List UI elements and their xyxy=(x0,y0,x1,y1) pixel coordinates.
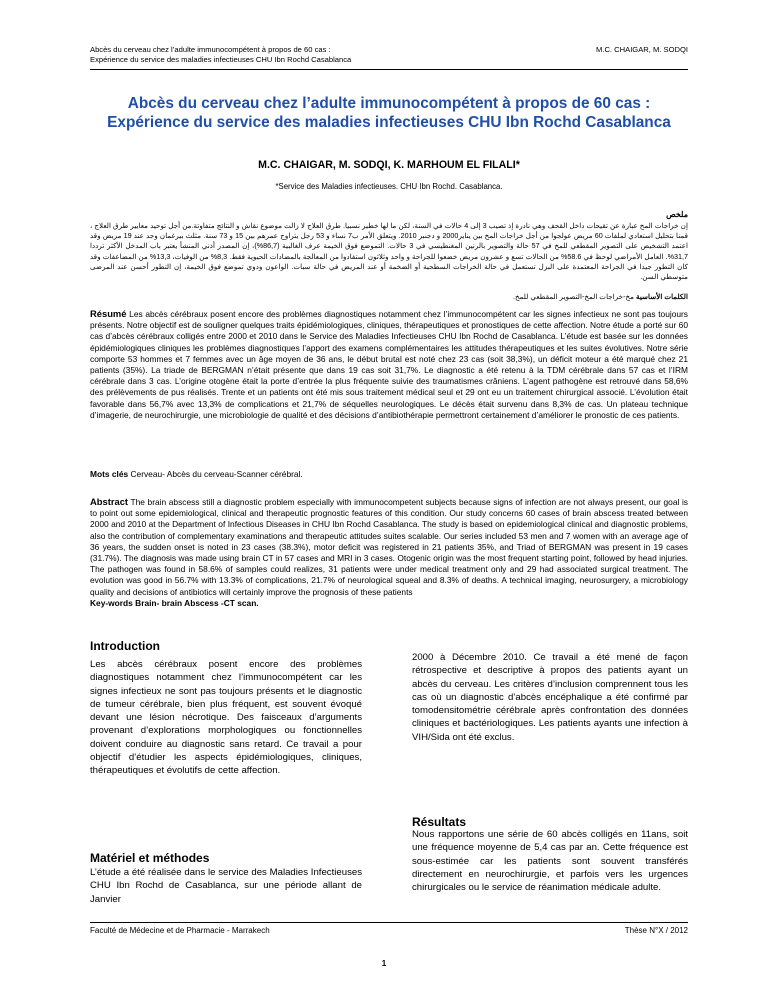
footer-thesis-number: Thèse N°X / 2012 xyxy=(624,926,688,935)
footer-divider xyxy=(90,922,688,923)
resume-label: Résumé xyxy=(90,308,127,319)
arabic-keywords xyxy=(90,292,688,301)
french-abstract xyxy=(90,308,688,421)
mots-cles-text: Cerveau- Abcès du cerveau-Scanner cérébral. xyxy=(130,469,303,479)
affiliation: *Service des Maladies infectieuses. CHU Ibn Rochd. Casablanca. xyxy=(275,182,503,191)
header-divider xyxy=(90,69,688,70)
materiel-text: L’étude a été réalisée dans le service des Maladies Infectieuses CHU Ibn Rochd de Casablanca, sur une période allant de Janvier xyxy=(90,867,362,905)
running-header-authors: M.C. CHAIGAR, M. SODQI xyxy=(596,45,688,54)
abstract-label: Abstract xyxy=(90,496,129,507)
arabic-abstract-body: إن خراجات المخ عبارة عن تقيحات داخل القحف وهي نادرة إذ تصيب 3 إلى 4 حالات في السنة، لكن ما لها خطير نسبيا. طرق العلاج لا زالت موضوع نقاش و النتائج متفاوتة.من أجل توحيد معايير طرق العلاج ، قمنا بتحليل استعادي لملفات 60 مريض عولجوا من أجل خراجات المخ بين يناير2000 و دجنبر 2010. ويتعلق الأمر ب7 نساء و 53 رجل يتراوح عمرهم بين 15 و 73 سنة. مثلث بيرغمان وجد عند 19 مريض وقد اعتمد التشخيص على التصوير المقطعي للمخ في 57 حالة والتصوير بالرنين المغنطيسي في 3 حالات. التموضع فوق الخيمة عرف الغالبية (86,7%)، إن المصدر أذني المنشأ يعتبر باب المدخل الأكثر ترددا 31,7%. العامل الأمراضي لوحظ في 58.6% من الحالات تسع و عشرون مريض خضعوا للجراحة و واحد وثلاثون استفادوا من المعالجة بالمضادات الحيوية فقط. 8,3% من الوفيات، 13,3% من المضاعفات وقد كان التطور جيدا في الجراحة المعتمدة على البزل تستعمل في حالة الخراجات السطحية أو الضخمة أو عند المريض في حالة سبات. الواعون ودوي تموضع فوق الخيمة، إن التطور أحسن عند المرضى متوسطي السن. xyxy=(90,221,689,282)
arabic-keywords-text: مخ-خراجات المخ-التصوير المقطعي للمخ. xyxy=(512,292,634,301)
page-number: 1 xyxy=(381,959,387,968)
english-abstract xyxy=(90,496,688,609)
materiel-heading: Matériel et méthodes xyxy=(90,851,210,865)
author-list: M.C. CHAIGAR, M. SODQI, K. MARHOUM EL FILALI* xyxy=(258,159,520,171)
introduction-text: Les abcès cérébraux posent encore des problèmes diagnostiques notamment chez l’immunocompétent car les signes infectieux ne sont pas toujours présents et le diagnostic de tumeur cérébrale, bien plus fréquent, est souvent évoqué devant une lésion nécrotique. Des faisceaux d’arguments provenant d’explorations morphologiques ou fonctionnelles doivent conduire au diagnostic sans retard. Ce travail a pour objectif d’étudier les aspects épidémiologiques, cliniques, thérapeutiques et évolutifs de cette affection. xyxy=(90,659,362,777)
arabic-abstract-heading: ملخص xyxy=(666,210,688,219)
footer-faculty: Faculté de Médecine et de Pharmacie - Marrakech xyxy=(90,926,270,935)
mots-cles-label: Mots clés xyxy=(90,469,129,479)
resultats-heading: Résultats xyxy=(412,815,467,829)
methods-continued-text: 2000 à Décembre 2010. Ce travail a été mené de façon rétrospective et descriptive à propos des patients ayant un abcès du cerveau. Les critères d’inclusion comprennent tous les cas où un diagnostic d’abcès encéphalique a été confirmé par tomodensitométrie cérébrale après confrontation des données cliniques et bactériologiques. Les patients ayants une infection à VIH/Sida ont été exclus. xyxy=(412,652,688,743)
resultats-text: Nous rapportons une série de 60 abcès colligés en 11ans, soit une fréquence moyenne de 5,4 cas par an. Cette fréquence est sous-estimée car les patients sont souvent transférés directement en neurochirurgie, et parfois vers les urgences chirurgicales ou le service de réanimation médicale adulte. xyxy=(412,829,688,894)
abstract-text: The brain abscess still a diagnostic problem especially with immunocompetent subjects because signs of infection are not always present, our goal is to point out some epidemiological, clinical and therapeutic prognostic features of this condition. Our study concerns 60 cases of brain abscess treated between 2000 and 2010 at the Department of Infectious Diseases in CHU Ibn Rochd Casablanca. The study is based on epidemiological clinical and diagnostic problems, also the contribution of complementary examinations and therapeutic attitudes suites scalable. Our series included 53 men and 7 women with an average age of 36 years, the sudden onset is noted in 23 cases (38.3%), motor deficit was registered in 21 patients 35%, and Triad of BERGMAN was present in 19 cases (31.7%). The diagnosis was made using brain CT in 57 cases and MRI in 3 cases. Otogenic origin was the most frequent starting point, followed by head injuries. The pathogen was found in 58.6% of samples could realizes, 31 patients were under medical treatment only and 29 had associated surgical treatment. The evolution was good in 56.7% with 13.3% of complications, 21.7% of neurological squeal and 8.3% of deaths. A technical imaging, neurosurgery, a microbiology quality and decisions of antibiotics will certainly improve the prognosis of these patients xyxy=(90,497,688,597)
english-keywords: Key-words Brain- brain Abscess -CT scan. xyxy=(90,597,259,608)
resume-text: Les abcès cérébraux posent encore des problèmes diagnostiques notamment chez l’immunocompétent car les signes infectieux ne sont pas toujours présents. Notre objectif est de souligner quelques traits épidémiologiques, cliniques, thérapeutiques et pronostiques de cette affection. Notre étude a porté sur 60 cas d’abcès cérébraux colligés entre 2000 et 2010 dans le Service des Maladies Infectieuses CHU Ibn Rochd de Casablanca. L’étude est basée sur les données épidémiologiques cliniques les problèmes diagnostiques l’apport des examens complémentaires les attitudes thérapeutiques et les suites évolutives. Notre série comporte 53 hommes et 7 femmes avec un âge moyen de 36 ans, le début brutal est noté chez 23 cas (soit 38,3%), un déficit moteur a été marqué chez 21 patients (35%). La triade de BERGMAN n’était présente que dans 19 cas soit 31,7%. Le diagnostic a été retenu à la TDM cérébrale dans 57 cas et l’IRM cérébrale dans 3 cas. L’origine otogène était la porte d’entrée la plus fréquente suivie des traumatismes crâniens. L’agent pathogène est retrouvé dans 58,6% des prélèvements de pus réalisés. Trente et un patients ont été mis sous traitement médical seul et 29 ont eu un traitement chirurgical associé. L’évolution était favorable dans 56,7% avec 13,3% de complications et 21,7% de séquelles neurologiques. Le décès était survenu dans 8,3% de cas. Un plateau technique d’imagerie, de neurochirurgie, une microbiologie de qualité et des décisions d’antibiothérapie permettront certainement d’améliorer le pronostic de ces patients. xyxy=(90,309,688,420)
french-keywords xyxy=(90,469,688,479)
arabic-keywords-label: الكلمات الأساسية xyxy=(636,292,688,301)
running-header-line-1: Abcès du cerveau chez l’adulte immunocompétent à propos de 60 cas : xyxy=(90,45,331,54)
introduction-heading: Introduction xyxy=(90,639,160,653)
paper-title: Abcès du cerveau chez l’adulte immunocompétent à propos de 60 cas : Expérience du service des maladies infectieuses CHU Ibn Rochd Casablanca xyxy=(107,95,671,131)
running-header-line-2: Expérience du service des maladies infectieuses CHU Ibn Rochd Casablanca xyxy=(90,54,352,64)
running-header-title xyxy=(90,45,410,64)
